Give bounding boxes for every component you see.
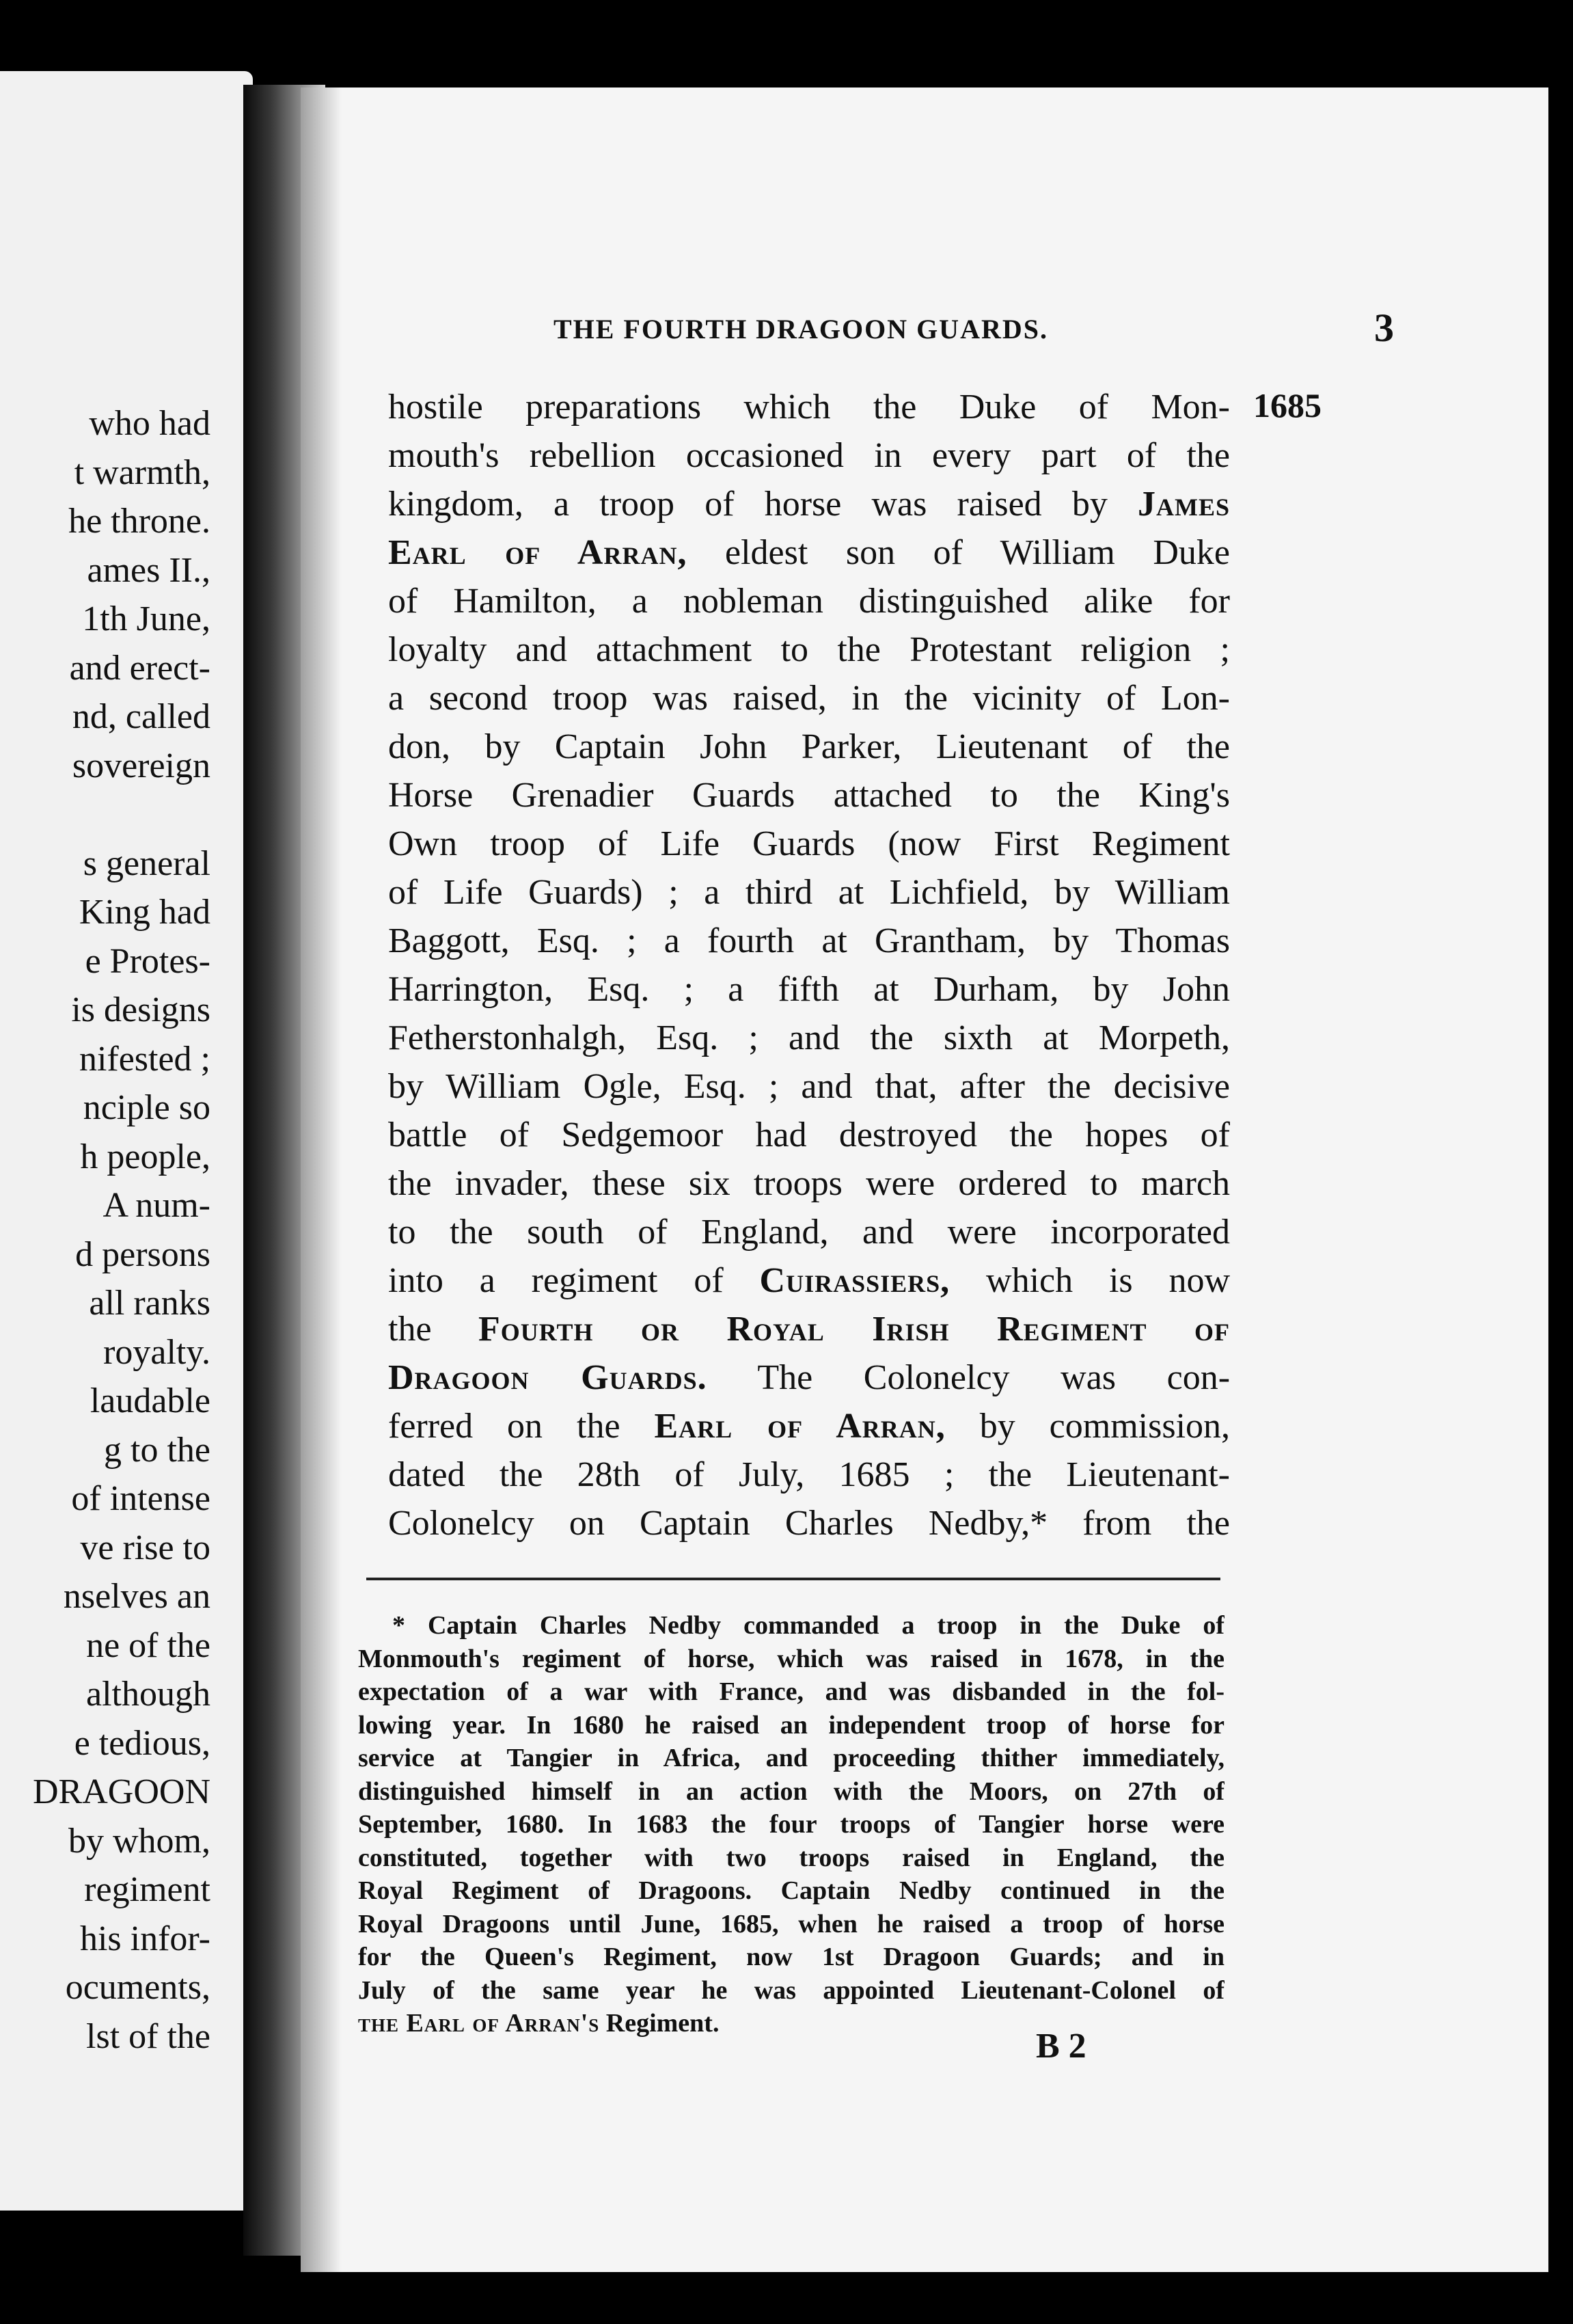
footnote-line: * Captain Charles Nedby commanded a troop in the Duke of: [392, 1611, 1225, 1640]
footnote-line: distinguished himself in an action with the Moors, on 27th of: [358, 1776, 1225, 1806]
left-page-line: of intense: [71, 1479, 210, 1518]
body-line: a second troop was raised, in the vicinity of Lon-: [388, 679, 1230, 718]
body-line: Own troop of Life Guards (now First Regiment: [388, 824, 1230, 863]
footnote-line: July of the same year he was appointed Lieutenant-Colonel of: [358, 1975, 1225, 2005]
left-page-line: ve rise to: [80, 1528, 210, 1567]
margin-year: 1685: [1253, 386, 1322, 424]
left-page-line: ames II.,: [87, 550, 210, 590]
running-head-title: THE FOURTH DRAGOON GUARDS.: [553, 314, 1048, 344]
footnote-line: constituted, together with two troops raised in England, the: [358, 1843, 1225, 1872]
body-text-run: into a regiment of: [388, 1261, 724, 1300]
body-text-run: the: [388, 1310, 432, 1349]
body-line: [388, 1353, 1230, 1402]
footnote-line: expectation of a war with France, and was disbanded in the fol-: [358, 1677, 1225, 1706]
body-line: of Hamilton, a nobleman distinguished alike for: [388, 582, 1230, 621]
body-line: battle of Sedgemoor had destroyed the hopes of: [388, 1116, 1230, 1154]
left-page-line: his infor-: [79, 1919, 210, 1958]
body-line: Fetherstonhalgh, Esq. ; and the sixth at Morpeth,: [388, 1018, 1230, 1057]
left-page-line: lst of the: [86, 2016, 210, 2056]
left-page-line: ne of the: [86, 1625, 210, 1665]
left-page-line: all ranks: [89, 1284, 210, 1323]
small-caps-name: Dragoon Guards.: [388, 1358, 707, 1397]
footnote-line: Monmouth's regiment of horse, which was raised in 1678, in the: [358, 1644, 1225, 1673]
left-page-line: regiment: [84, 1870, 210, 1909]
body-text-run: kingdom, a troop of horse was raised by: [388, 485, 1108, 524]
small-caps-name: Fourth or Royal Irish Regiment of: [478, 1310, 1230, 1349]
body-line: the invader, these six troops were ordered to march: [388, 1164, 1230, 1203]
body-text-run: which is now: [986, 1261, 1230, 1300]
left-page-text: [0, 399, 210, 2061]
body-line: to the south of England, and were incorporated: [388, 1213, 1230, 1252]
left-page-line: A num-: [102, 1186, 210, 1225]
footnote-line: Royal Regiment of Dragoons. Captain Nedby continued in the: [358, 1876, 1225, 1905]
left-page-line: nselves an: [63, 1577, 210, 1616]
small-caps-name: Earl of Arran,: [654, 1407, 946, 1446]
left-page-line: nciple so: [83, 1088, 210, 1127]
body-line: of Life Guards) ; a third at Lichfield, by William: [388, 873, 1230, 912]
footnote-line: [358, 2007, 1225, 2040]
small-caps-name: Earl of Arran,: [388, 533, 687, 572]
left-page-line: s general: [83, 843, 210, 883]
footnote-line: lowing year. In 1680 he raised an independent troop of horse for: [358, 1710, 1225, 1740]
small-caps-name: Cuirassiers,: [759, 1261, 950, 1300]
left-page-line: is designs: [71, 990, 210, 1029]
left-page-line: t warmth,: [74, 452, 210, 492]
footnote-text-run: Regiment.: [605, 2009, 720, 2038]
left-page-line: although: [86, 1675, 210, 1714]
left-page-line: d persons: [75, 1234, 210, 1274]
body-line: Baggott, Esq. ; a fourth at Grantham, by Thomas: [388, 921, 1230, 960]
page-number: 3: [1374, 306, 1394, 350]
left-facing-page: [0, 71, 253, 2211]
left-page-line: [0, 790, 210, 839]
signature-mark: B 2: [1036, 2027, 1086, 2066]
left-page-line: and erect-: [69, 648, 210, 688]
body-line: [388, 480, 1230, 528]
body-line: Horse Grenadier Guards attached to the King's: [388, 776, 1230, 815]
left-page-line: King had: [79, 893, 210, 932]
left-page-line: royalty.: [103, 1332, 210, 1372]
small-caps-name: the Earl of Arran's: [358, 2009, 600, 2038]
left-page-line: DRAGOON: [33, 1772, 210, 1811]
left-page-line: nifested ;: [79, 1039, 210, 1079]
body-line: dated the 28th of July, 1685 ; the Lieutenant-: [388, 1455, 1230, 1494]
body-line: [388, 1305, 1230, 1353]
left-page-line: sovereign: [72, 746, 210, 785]
body-text-run: by commission,: [979, 1407, 1230, 1446]
left-page-line: by whom,: [68, 1821, 210, 1861]
body-text-run: eldest son of William Duke: [725, 533, 1230, 572]
footnote-rule: [366, 1578, 1220, 1580]
left-page-line: laudable: [90, 1381, 210, 1420]
body-line: [388, 528, 1230, 577]
footnote-lines: [358, 1609, 1225, 2007]
small-caps-name: James: [1138, 485, 1230, 524]
left-page-line: who had: [89, 404, 210, 443]
footnote-line: September, 1680. In 1683 the four troops of Tangier horse were: [358, 1810, 1225, 1839]
left-page-line: he throne.: [68, 502, 210, 541]
footnote: [358, 1609, 1225, 2040]
body-line: Colonelcy on Captain Charles Nedby,* from the: [388, 1504, 1230, 1543]
left-page-line: g to the: [104, 1430, 210, 1470]
left-page-line: 1th June,: [82, 599, 210, 638]
body-line: don, by Captain John Parker, Lieutenant of the: [388, 727, 1230, 766]
body-line: Harrington, Esq. ; a fifth at Durham, by John: [388, 970, 1230, 1009]
right-page: [301, 87, 1548, 2272]
footnote-line: Royal Dragoons until June, 1685, when he raised a troop of horse: [358, 1909, 1225, 1938]
body-text: [388, 383, 1230, 1548]
body-text-run: The Colonelcy was con-: [757, 1358, 1230, 1397]
body-line: [388, 1256, 1230, 1305]
body-text-run: ferred on the: [388, 1407, 620, 1446]
footnote-line: service at Tangier in Africa, and proceeding thither immediately,: [358, 1744, 1225, 1772]
body-line: hostile preparations which the Duke of Mon-: [388, 388, 1230, 427]
footnote-line: for the Queen's Regiment, now 1st Dragoon Guards; and in: [358, 1943, 1225, 1971]
left-page-line: e tedious,: [74, 1723, 210, 1763]
left-page-line: h people,: [80, 1137, 210, 1176]
body-line: [388, 1402, 1230, 1450]
body-line: loyalty and attachment to the Protestant religion ;: [388, 630, 1230, 669]
left-page-line: ocuments,: [65, 1968, 210, 2007]
running-head: [553, 305, 1394, 353]
body-line: by William Ogle, Esq. ; and that, after the decisive: [388, 1067, 1230, 1106]
body-line: mouth's rebellion occasioned in every part of the: [388, 436, 1230, 475]
left-page-line: e Protes-: [85, 941, 210, 981]
left-page-line: nd, called: [72, 697, 210, 736]
